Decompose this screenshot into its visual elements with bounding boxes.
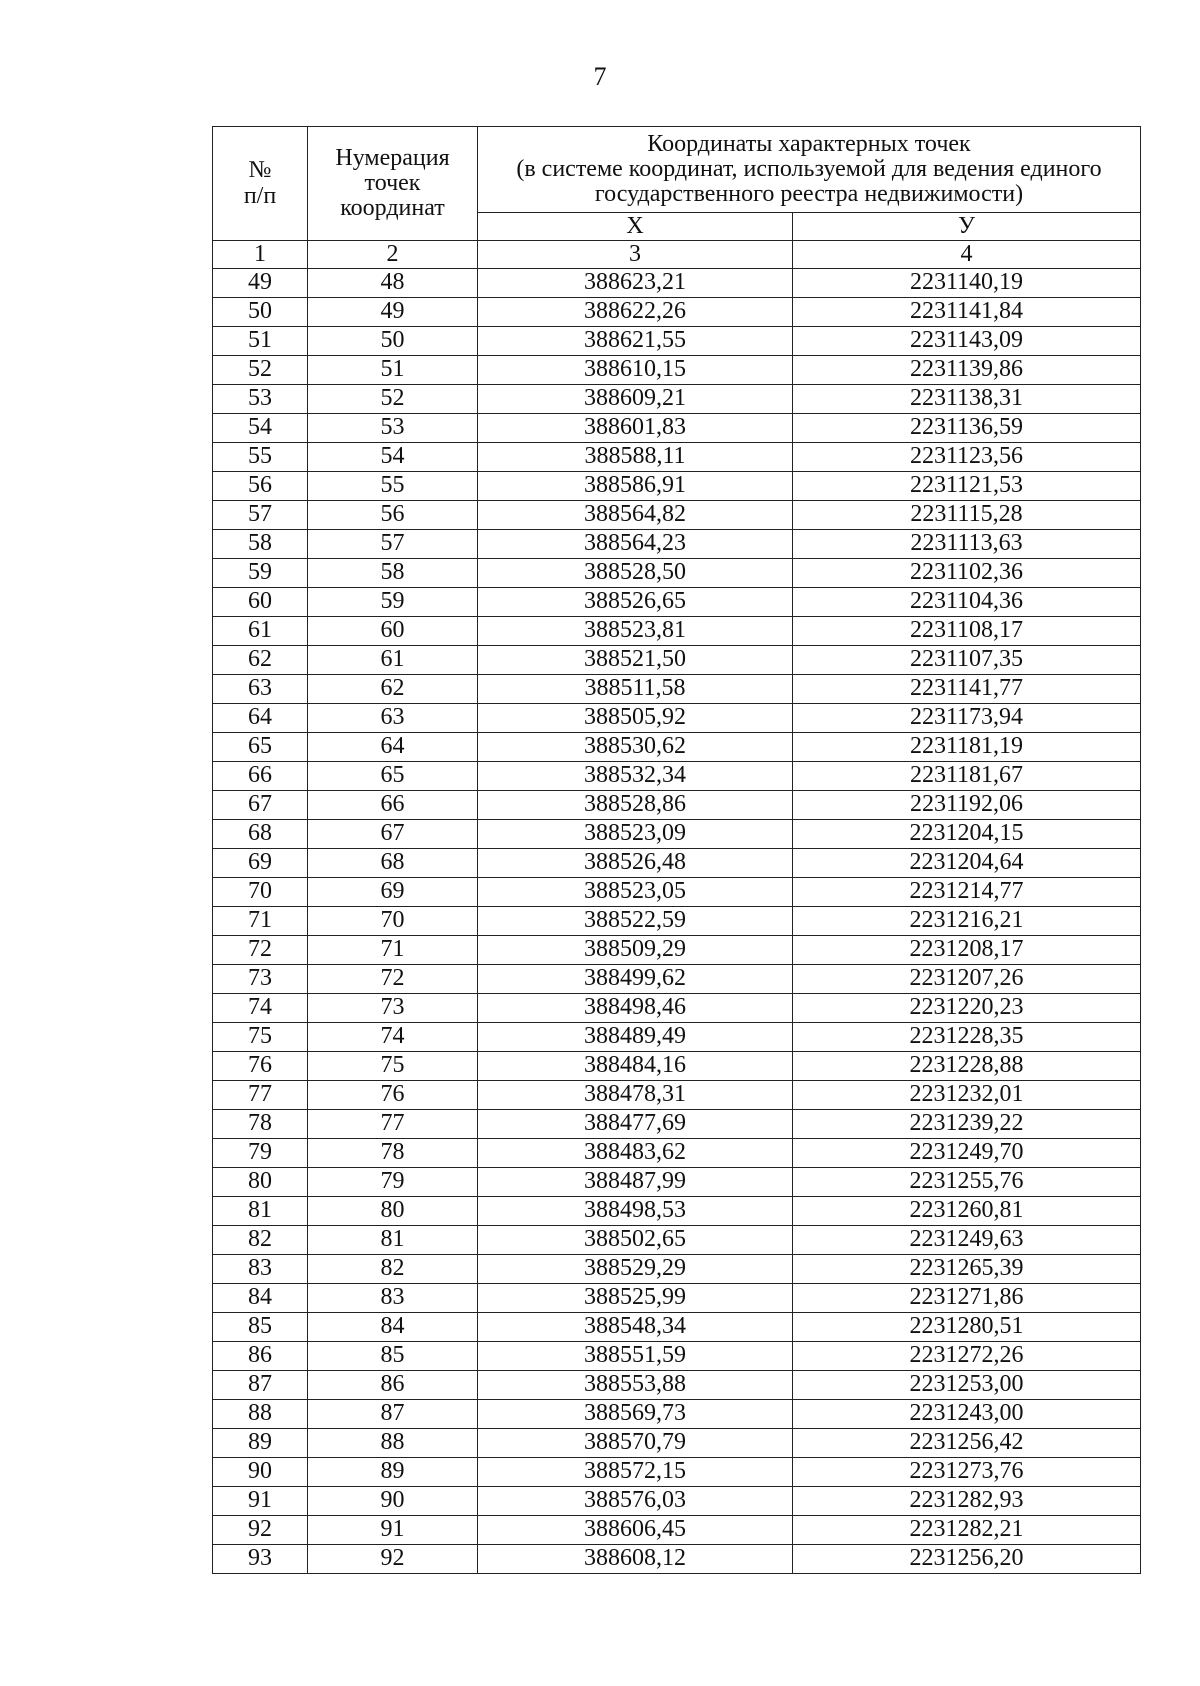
cell-point-number: 56 [308,501,478,530]
table-row [213,385,1141,414]
table-row [213,269,1141,298]
cell-row-number: 70 [213,878,308,907]
cell-point-number: 88 [308,1429,478,1458]
table-row [213,501,1141,530]
cell-x: 388528,86 [478,791,793,820]
cell-row-number: 52 [213,356,308,385]
cell-point-number: 79 [308,1168,478,1197]
table-row [213,530,1141,559]
cell-x: 388609,21 [478,385,793,414]
cell-x: 388483,62 [478,1139,793,1168]
cell-x: 388529,29 [478,1255,793,1284]
cell-point-number: 76 [308,1081,478,1110]
header-row-number [213,127,308,241]
coordinates-table [212,126,1141,1574]
cell-row-number: 88 [213,1400,308,1429]
table-row [213,414,1141,443]
cell-point-number: 87 [308,1400,478,1429]
cell-point-number: 52 [308,385,478,414]
cell-row-number: 74 [213,994,308,1023]
cell-point-number: 74 [308,1023,478,1052]
cell-row-number: 54 [213,414,308,443]
cell-x: 388553,88 [478,1371,793,1400]
cell-y: 2231113,63 [793,530,1141,559]
cell-y: 2231143,09 [793,327,1141,356]
table-row [213,1081,1141,1110]
cell-y: 2231282,93 [793,1487,1141,1516]
cell-y: 2231204,64 [793,849,1141,878]
cell-x: 388601,83 [478,414,793,443]
table-row [213,1110,1141,1139]
cell-x: 388564,82 [478,501,793,530]
cell-row-number: 73 [213,965,308,994]
header-coordinates-label: Координаты характерных точек (в системе координат, используемой для ведения единого государственного реестра недвижимости) [516,130,1102,208]
cell-row-number: 87 [213,1371,308,1400]
table-row [213,1284,1141,1313]
cell-row-number: 55 [213,443,308,472]
table-row [213,1371,1141,1400]
cell-point-number: 55 [308,472,478,501]
cell-y: 2231249,70 [793,1139,1141,1168]
cell-point-number: 73 [308,994,478,1023]
cell-point-number: 92 [308,1545,478,1574]
cell-row-number: 59 [213,559,308,588]
cell-point-number: 81 [308,1226,478,1255]
cell-y: 2231256,42 [793,1429,1141,1458]
cell-row-number: 71 [213,907,308,936]
cell-x: 388623,21 [478,269,793,298]
cell-row-number: 85 [213,1313,308,1342]
cell-point-number: 68 [308,849,478,878]
table-row [213,1139,1141,1168]
table-row [213,675,1141,704]
cell-y: 2231265,39 [793,1255,1141,1284]
cell-row-number: 66 [213,762,308,791]
cell-y: 2231107,35 [793,646,1141,675]
cell-y: 2231253,00 [793,1371,1141,1400]
table-row [213,791,1141,820]
cell-row-number: 50 [213,298,308,327]
table-row [213,1255,1141,1284]
cell-x: 388586,91 [478,472,793,501]
table-row [213,1168,1141,1197]
column-number: 1 [213,241,308,269]
cell-point-number: 75 [308,1052,478,1081]
cell-point-number: 67 [308,820,478,849]
table-row [213,1400,1141,1429]
cell-x: 388509,29 [478,936,793,965]
cell-y: 2231108,17 [793,617,1141,646]
cell-row-number: 53 [213,385,308,414]
table-row [213,762,1141,791]
cell-y: 2231136,59 [793,414,1141,443]
cell-row-number: 49 [213,269,308,298]
cell-x: 388610,15 [478,356,793,385]
cell-row-number: 93 [213,1545,308,1574]
cell-x: 388608,12 [478,1545,793,1574]
cell-y: 2231216,21 [793,907,1141,936]
table-row [213,646,1141,675]
cell-row-number: 81 [213,1197,308,1226]
cell-point-number: 85 [308,1342,478,1371]
cell-y: 2231123,56 [793,443,1141,472]
table-row [213,298,1141,327]
cell-y: 2231220,23 [793,994,1141,1023]
cell-x: 388498,46 [478,994,793,1023]
cell-y: 2231214,77 [793,878,1141,907]
cell-x: 388521,50 [478,646,793,675]
table-row [213,820,1141,849]
cell-point-number: 78 [308,1139,478,1168]
cell-row-number: 61 [213,617,308,646]
cell-y: 2231139,86 [793,356,1141,385]
cell-y: 2231138,31 [793,385,1141,414]
table-body [213,269,1141,1574]
cell-row-number: 89 [213,1429,308,1458]
cell-x: 388477,69 [478,1110,793,1139]
cell-point-number: 54 [308,443,478,472]
table-row [213,1516,1141,1545]
cell-row-number: 64 [213,704,308,733]
table-row [213,936,1141,965]
cell-row-number: 72 [213,936,308,965]
cell-y: 2231181,67 [793,762,1141,791]
table-row [213,443,1141,472]
header-row-number-label: № п/п [243,157,277,209]
cell-y: 2231192,06 [793,791,1141,820]
cell-point-number: 89 [308,1458,478,1487]
cell-row-number: 92 [213,1516,308,1545]
cell-y: 2231272,26 [793,1342,1141,1371]
cell-row-number: 63 [213,675,308,704]
table-row [213,1342,1141,1371]
table-row [213,559,1141,588]
cell-row-number: 83 [213,1255,308,1284]
table-row [213,704,1141,733]
table-row [213,1052,1141,1081]
cell-point-number: 80 [308,1197,478,1226]
table-row [213,472,1141,501]
cell-x: 388499,62 [478,965,793,994]
cell-y: 2231228,88 [793,1052,1141,1081]
cell-row-number: 67 [213,791,308,820]
cell-x: 388526,48 [478,849,793,878]
cell-y: 2231239,22 [793,1110,1141,1139]
cell-x: 388484,16 [478,1052,793,1081]
cell-x: 388572,15 [478,1458,793,1487]
cell-row-number: 91 [213,1487,308,1516]
cell-y: 2231273,76 [793,1458,1141,1487]
page-number: 7 [593,62,607,91]
cell-point-number: 58 [308,559,478,588]
header-point-numbering-label: Нумерация точек координат [335,144,450,222]
header-y: У [793,213,1141,241]
cell-x: 388478,31 [478,1081,793,1110]
cell-point-number: 63 [308,704,478,733]
table-row [213,1313,1141,1342]
table-row [213,1226,1141,1255]
cell-point-number: 59 [308,588,478,617]
cell-y: 2231207,26 [793,965,1141,994]
cell-row-number: 79 [213,1139,308,1168]
cell-x: 388511,58 [478,675,793,704]
cell-row-number: 84 [213,1284,308,1313]
table-row [213,733,1141,762]
cell-x: 388522,59 [478,907,793,936]
cell-row-number: 80 [213,1168,308,1197]
cell-x: 388525,99 [478,1284,793,1313]
table-row [213,1458,1141,1487]
cell-y: 2231104,36 [793,588,1141,617]
cell-y: 2231256,20 [793,1545,1141,1574]
cell-point-number: 90 [308,1487,478,1516]
cell-row-number: 78 [213,1110,308,1139]
cell-x: 388621,55 [478,327,793,356]
cell-x: 388528,50 [478,559,793,588]
cell-x: 388526,65 [478,588,793,617]
cell-x: 388523,81 [478,617,793,646]
cell-y: 2231102,36 [793,559,1141,588]
cell-y: 2231181,19 [793,733,1141,762]
cell-point-number: 60 [308,617,478,646]
cell-point-number: 82 [308,1255,478,1284]
cell-x: 388576,03 [478,1487,793,1516]
cell-point-number: 72 [308,965,478,994]
cell-row-number: 77 [213,1081,308,1110]
cell-x: 388523,05 [478,878,793,907]
table-row [213,1023,1141,1052]
cell-row-number: 56 [213,472,308,501]
header-coordinates [478,127,1141,213]
table-row [213,965,1141,994]
cell-point-number: 91 [308,1516,478,1545]
table-row [213,1545,1141,1574]
table-row [213,878,1141,907]
cell-x: 388487,99 [478,1168,793,1197]
header-point-numbering [308,127,478,241]
table-row [213,907,1141,936]
cell-row-number: 86 [213,1342,308,1371]
cell-x: 388548,34 [478,1313,793,1342]
cell-y: 2231249,63 [793,1226,1141,1255]
cell-point-number: 83 [308,1284,478,1313]
cell-point-number: 77 [308,1110,478,1139]
cell-y: 2231115,28 [793,501,1141,530]
table-row [213,617,1141,646]
cell-x: 388523,09 [478,820,793,849]
cell-x: 388502,65 [478,1226,793,1255]
cell-y: 2231140,19 [793,269,1141,298]
cell-point-number: 50 [308,327,478,356]
table-row [213,1429,1141,1458]
cell-x: 388606,45 [478,1516,793,1545]
cell-y: 2231243,00 [793,1400,1141,1429]
cell-y: 2231260,81 [793,1197,1141,1226]
cell-y: 2231141,77 [793,675,1141,704]
cell-y: 2231232,01 [793,1081,1141,1110]
cell-y: 2231121,53 [793,472,1141,501]
cell-row-number: 69 [213,849,308,878]
cell-row-number: 65 [213,733,308,762]
cell-point-number: 51 [308,356,478,385]
cell-row-number: 90 [213,1458,308,1487]
cell-x: 388570,79 [478,1429,793,1458]
cell-y: 2231204,15 [793,820,1141,849]
column-number: 3 [478,241,793,269]
cell-point-number: 69 [308,878,478,907]
cell-point-number: 84 [308,1313,478,1342]
cell-point-number: 64 [308,733,478,762]
cell-row-number: 58 [213,530,308,559]
cell-y: 2231141,84 [793,298,1141,327]
cell-point-number: 53 [308,414,478,443]
table-row [213,1487,1141,1516]
cell-point-number: 66 [308,791,478,820]
cell-row-number: 57 [213,501,308,530]
cell-point-number: 49 [308,298,478,327]
cell-x: 388588,11 [478,443,793,472]
cell-row-number: 76 [213,1052,308,1081]
cell-y: 2231271,86 [793,1284,1141,1313]
cell-x: 388622,26 [478,298,793,327]
cell-x: 388551,59 [478,1342,793,1371]
cell-y: 2231173,94 [793,704,1141,733]
cell-x: 388489,49 [478,1023,793,1052]
table-row [213,849,1141,878]
cell-row-number: 62 [213,646,308,675]
cell-row-number: 60 [213,588,308,617]
cell-point-number: 65 [308,762,478,791]
cell-y: 2231255,76 [793,1168,1141,1197]
cell-y: 2231208,17 [793,936,1141,965]
header-x: Х [478,213,793,241]
cell-y: 2231282,21 [793,1516,1141,1545]
cell-point-number: 48 [308,269,478,298]
cell-point-number: 57 [308,530,478,559]
cell-x: 388532,34 [478,762,793,791]
cell-point-number: 62 [308,675,478,704]
table-row [213,1197,1141,1226]
column-number: 2 [308,241,478,269]
cell-x: 388505,92 [478,704,793,733]
cell-row-number: 51 [213,327,308,356]
cell-point-number: 71 [308,936,478,965]
cell-row-number: 75 [213,1023,308,1052]
cell-x: 388569,73 [478,1400,793,1429]
table-row [213,327,1141,356]
table-row [213,356,1141,385]
column-number: 4 [793,241,1141,269]
cell-point-number: 61 [308,646,478,675]
cell-y: 2231228,35 [793,1023,1141,1052]
cell-x: 388498,53 [478,1197,793,1226]
cell-row-number: 82 [213,1226,308,1255]
cell-y: 2231280,51 [793,1313,1141,1342]
cell-point-number: 70 [308,907,478,936]
cell-x: 388530,62 [478,733,793,762]
cell-x: 388564,23 [478,530,793,559]
table-row [213,588,1141,617]
cell-row-number: 68 [213,820,308,849]
cell-point-number: 86 [308,1371,478,1400]
table-row [213,994,1141,1023]
